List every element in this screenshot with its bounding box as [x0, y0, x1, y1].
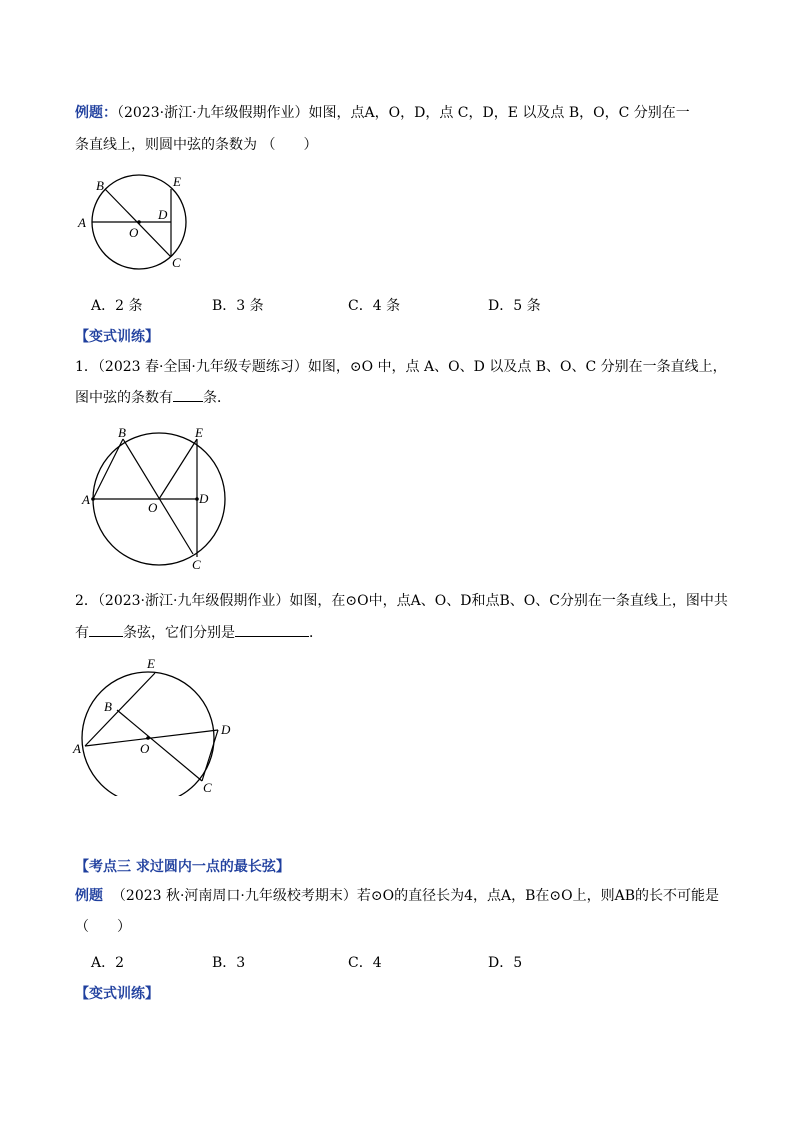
variant-heading-2: 【变式训练】	[75, 986, 159, 1002]
circle-shape	[82, 672, 214, 796]
q1-text-after: 条．	[203, 390, 231, 406]
example2-option-d[interactable]: D．5	[488, 955, 523, 971]
label-e: E	[173, 174, 181, 189]
figure-1	[74, 170, 194, 280]
example1-option-b[interactable]: B．3 条	[212, 298, 264, 314]
chord-ad	[85, 730, 218, 746]
example-source: （2023 秋·河南周口·九年级校考期末）	[111, 888, 357, 904]
label-e: E	[147, 656, 155, 671]
q1-line1: 1．（2023 春·全国·九年级专题练习）如图，⊙O 中，点 A、O、D 以及点 B、O、C 分别在一条直线上，	[75, 359, 727, 375]
q2-line2	[75, 622, 323, 643]
example2-option-b[interactable]: B．3	[212, 955, 246, 971]
q1-answer-blank[interactable]	[173, 387, 203, 402]
example1-option-a[interactable]: A．2 条	[91, 298, 143, 314]
example1-line1	[75, 103, 690, 123]
chord-ab	[93, 439, 123, 499]
chord-bc	[117, 710, 202, 781]
label-b: B	[96, 178, 104, 193]
q2-count-blank[interactable]	[89, 622, 123, 637]
label-c: C	[172, 255, 181, 270]
q1-line2	[75, 387, 231, 408]
label-a: A	[73, 741, 81, 756]
q2-line1: 2．（2023·浙江·九年级假期作业）如图，在⊙O中，点A、O、D和点B、O、C分别在一条直线上，图中共	[75, 593, 728, 609]
label-b: B	[118, 425, 126, 440]
example1-line2: 条直线上，则圆中弦的条数为 （ ）	[75, 137, 318, 153]
example-label: 例题：	[75, 105, 117, 121]
example2-option-c[interactable]: C．4	[348, 955, 382, 971]
q2-chords-blank[interactable]	[235, 622, 309, 637]
label-o: O	[148, 500, 158, 515]
q2-text-b: 条弦，它们分别是	[123, 625, 235, 641]
example2-line2: （ ）	[75, 919, 131, 935]
label-d: D	[221, 722, 231, 737]
label-d: D	[158, 207, 168, 222]
label-o: O	[140, 741, 150, 756]
example-source: （2023·浙江·九年级假期作业）	[117, 105, 309, 121]
chord-bc	[123, 439, 193, 554]
q2-text-a: 有	[75, 625, 89, 641]
center-dot	[137, 220, 141, 224]
point-a	[91, 497, 95, 501]
label-c: C	[192, 557, 201, 572]
example1-option-c[interactable]: C．4 条	[348, 298, 401, 314]
label-c: C	[203, 780, 212, 795]
figure-3	[72, 656, 242, 796]
label-o: O	[129, 225, 139, 240]
label-a: A	[78, 215, 86, 230]
q2-text-c: ．	[309, 625, 323, 641]
example-text: 如图，点A，O，D，点 C，D，E 以及点 B，O，C 分别在一	[308, 105, 690, 121]
label-e: E	[195, 425, 203, 440]
example1-option-d[interactable]: D．5 条	[488, 298, 541, 314]
example-label: 例题	[75, 888, 103, 904]
q1-text-before: 图中弦的条数有	[75, 390, 173, 406]
label-d: D	[199, 491, 209, 506]
example-text: 若⊙O的直径长为4，点A，B在⊙O上，则AB的长不可能是	[356, 888, 720, 904]
center-dot	[146, 736, 150, 740]
label-a: A	[82, 492, 90, 507]
example2-line1	[75, 886, 719, 906]
chord-dc	[202, 730, 218, 781]
chord-ae	[85, 673, 155, 746]
section-heading: 【考点三 求过圆内一点的最长弦】	[75, 859, 290, 875]
label-b: B	[104, 699, 112, 714]
example2-option-a[interactable]: A．2	[91, 955, 125, 971]
segment-oe	[159, 439, 197, 499]
variant-heading-1: 【变式训练】	[75, 329, 159, 345]
figure-2	[78, 424, 233, 574]
